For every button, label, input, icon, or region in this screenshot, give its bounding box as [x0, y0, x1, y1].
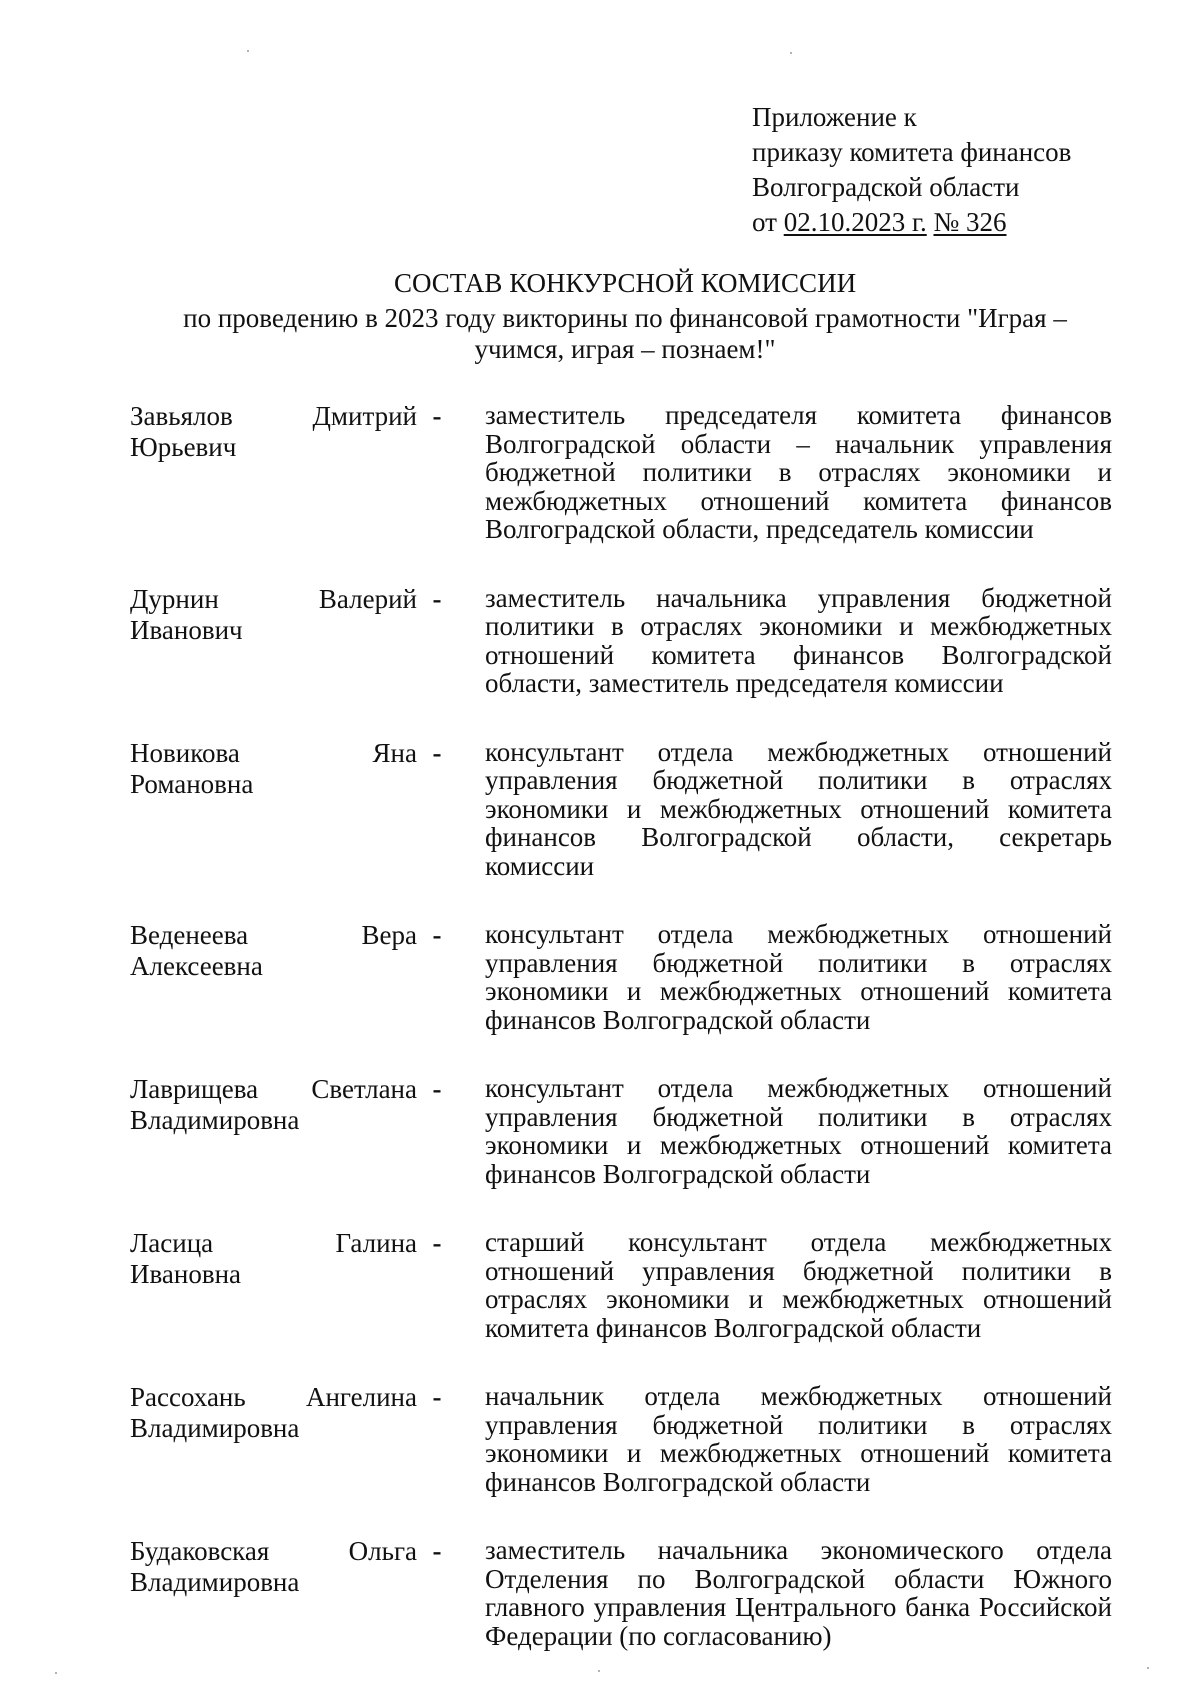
member-separator: - — [432, 1074, 442, 1104]
commission-members-list — [130, 401, 1112, 1690]
member-row — [130, 1536, 1112, 1650]
member-separator: - — [432, 737, 442, 768]
member-patronymic: Романовна — [130, 768, 254, 799]
scan-speck — [598, 1670, 600, 1672]
member-patronymic: Владимировна — [130, 1567, 300, 1597]
member-row — [130, 920, 1112, 1034]
member-separator: - — [432, 920, 442, 950]
member-patronymic: Алексеевна — [130, 951, 263, 981]
member-separator: - — [432, 401, 442, 431]
document-title — [130, 268, 1120, 365]
title-subtitle-line-1: по проведению в 2023 году викторины по финансовой грамотности "Играя – — [183, 303, 1067, 333]
member-first-name: Валерий — [318, 583, 417, 614]
member-surname: Завьялов — [130, 401, 233, 431]
member-surname: Веденеева — [130, 920, 249, 950]
member-separator: - — [432, 1382, 442, 1412]
member-first-name: Галина — [335, 1228, 417, 1258]
title-heading: СОСТАВ КОНКУРСНОЙ КОМИССИИ — [393, 268, 857, 298]
approval-date: 02.10.2023 г. — [783, 207, 927, 237]
approval-line-1: Приложение к — [752, 102, 917, 132]
approval-block — [752, 100, 1172, 240]
member-name — [130, 920, 417, 1034]
member-patronymic: Владимировна — [130, 1413, 300, 1443]
member-role: заместитель председателя комитета финансов Волгоградской области – начальник управления бюджетной политики в отраслях экономики и межбюджетных отношений комитета финансов Волгоградской области, председатель комиссии — [485, 400, 1112, 544]
member-name — [130, 1228, 417, 1342]
scan-speck — [247, 50, 249, 52]
scan-speck — [1147, 1667, 1149, 1669]
scan-speck — [790, 52, 792, 54]
member-surname: Ласица — [130, 1228, 214, 1258]
member-name — [130, 1382, 417, 1496]
member-name — [130, 401, 417, 544]
member-row — [130, 1074, 1112, 1188]
member-role: старший консультант отдела межбюджетных отношений управления бюджетной политики в отраслях экономики и межбюджетных отношений комитета финансов Волгоградской области — [485, 1227, 1112, 1343]
member-role: заместитель начальника экономического отдела Отделения по Волгоградской области Южного главного управления Центрального банка Российской Федерации (по согласованию) — [485, 1535, 1112, 1651]
approval-date-prefix: от — [752, 207, 784, 237]
member-name — [130, 738, 417, 881]
member-first-name: Ольга — [348, 1536, 417, 1566]
member-first-name: Дмитрий — [312, 401, 417, 431]
approval-line-3: Волгоградской области — [752, 172, 1020, 202]
member-patronymic: Ивановна — [130, 1259, 242, 1289]
member-role: начальник отдела межбюджетных отношений управления бюджетной политики в отраслях экономики и межбюджетных отношений комитета финансов Волгоградской области — [485, 1381, 1112, 1497]
member-first-name: Светлана — [311, 1074, 417, 1104]
member-name — [130, 1074, 417, 1188]
scan-speck — [55, 1672, 57, 1674]
member-first-name: Яна — [372, 737, 417, 768]
member-surname: Новикова — [130, 737, 240, 768]
member-surname: Рассохань — [130, 1382, 246, 1412]
member-row — [130, 1382, 1112, 1496]
member-surname: Дурнин — [130, 583, 219, 614]
member-role: консультант отдела межбюджетных отношений управления бюджетной политики в отраслях экономики и межбюджетных отношений комитета финансов Волгоградской области, секретарь комиссии — [485, 736, 1112, 881]
member-role: консультант отдела межбюджетных отношений управления бюджетной политики в отраслях экономики и межбюджетных отношений комитета финансов Волгоградской области — [485, 1073, 1112, 1189]
approval-number: № 326 — [933, 207, 1007, 237]
member-separator: - — [432, 1536, 442, 1566]
member-separator: - — [432, 1228, 442, 1258]
member-row — [130, 1228, 1112, 1342]
member-patronymic: Юрьевич — [130, 432, 237, 462]
member-first-name: Вера — [361, 920, 417, 950]
title-subtitle-line-2: учимся, играя – познаем!" — [474, 334, 776, 364]
member-row — [130, 401, 1112, 544]
member-name — [130, 584, 417, 698]
member-surname: Будаковская — [130, 1536, 270, 1566]
member-role: консультант отдела межбюджетных отношений управления бюджетной политики в отраслях экономики и межбюджетных отношений комитета финансов Волгоградской области — [485, 919, 1112, 1035]
approval-date-line — [752, 205, 1172, 240]
member-first-name: Ангелина — [305, 1382, 417, 1412]
member-patronymic: Владимировна — [130, 1105, 300, 1135]
member-name — [130, 1536, 417, 1650]
member-role: заместитель начальника управления бюджетной политики в отраслях экономики и межбюджетных отношений комитета финансов Волгоградской области, заместитель председателя комиссии — [485, 582, 1112, 698]
member-row — [130, 584, 1112, 698]
approval-line-2: приказу комитета финансов — [752, 137, 1072, 167]
member-separator: - — [432, 583, 442, 614]
member-row — [130, 738, 1112, 881]
member-patronymic: Иванович — [130, 614, 243, 645]
member-surname: Лаврищева — [130, 1074, 259, 1104]
